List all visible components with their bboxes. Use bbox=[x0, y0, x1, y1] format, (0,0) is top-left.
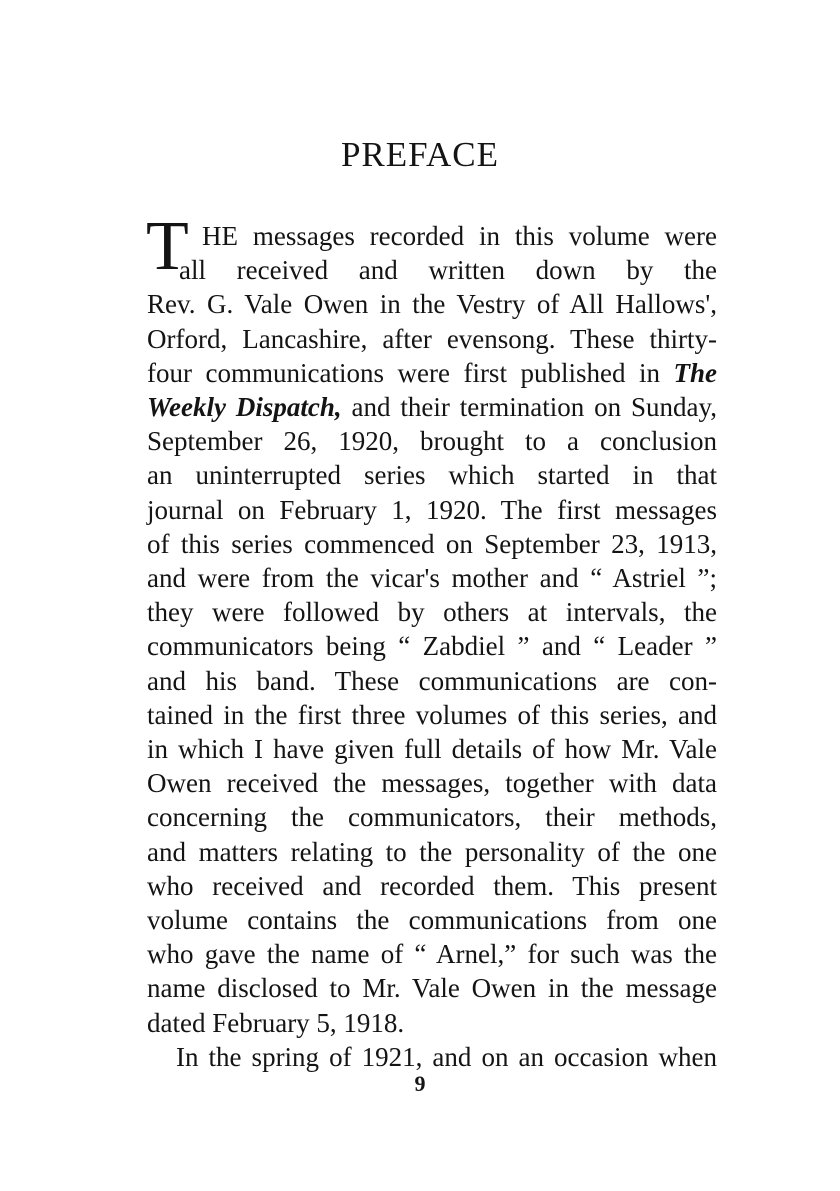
text-line-18: concerning the communicators, their methods, bbox=[147, 802, 717, 832]
text-line-24: dated February 5, 1918. bbox=[147, 1008, 405, 1038]
text-line-11: and were from the vicar's mother and “ Astriel ”; bbox=[147, 563, 717, 593]
text-line-7: September 26, 1920, brought to a conclusion bbox=[147, 426, 717, 456]
text-line-9: journal on February 1, 1920. The first messages bbox=[147, 495, 717, 525]
text-line-1: HE messages recorded in this volume were bbox=[202, 221, 717, 251]
text-line-21: volume contains the communications from one bbox=[147, 905, 717, 935]
text-line-5-italic: The bbox=[673, 358, 717, 388]
text-line-5 bbox=[147, 355, 717, 391]
text-line-16: in which I have given full details of how Mr. Vale bbox=[147, 734, 717, 764]
text-line-8: an uninterrupted series which started in that bbox=[147, 460, 717, 490]
text-line-22: who gave the name of “ Arnel,” for such was the bbox=[147, 939, 717, 969]
text-line-6-italic: Weekly Dispatch, bbox=[147, 392, 342, 422]
text-line-15: tained in the first three volumes of this series, and bbox=[147, 700, 717, 730]
text-line-6-roman: and their termination on Sunday, bbox=[351, 392, 717, 422]
text-line-20: who received and recorded them. This present bbox=[147, 871, 717, 901]
text-line-4: Orford, Lancashire, after evensong. These thirty- bbox=[147, 324, 717, 354]
drop-cap: T bbox=[146, 208, 189, 285]
text-line-6 bbox=[147, 389, 717, 425]
text-line-12: they were followed by others at intervals, the bbox=[147, 597, 717, 627]
text-line-2: all received and written down by the bbox=[179, 255, 717, 285]
page-title: PREFACE bbox=[340, 135, 500, 174]
text-line-23: name disclosed to Mr. Vale Owen in the message bbox=[147, 973, 717, 1003]
text-line-5-roman: four communications were first published in bbox=[147, 358, 660, 388]
text-line-19: and matters relating to the personality of the one bbox=[147, 837, 717, 867]
page-number: 9 bbox=[414, 1071, 426, 1096]
text-line-25: In the spring of 1921, and on an occasion when bbox=[176, 1042, 717, 1072]
text-line-13: communicators being “ Zabdiel ” and “ Leader ” bbox=[147, 631, 717, 661]
text-line-14: and his band. These communications are con- bbox=[147, 666, 717, 696]
text-line-3: Rev. G. Vale Owen in the Vestry of All Hallows', bbox=[147, 289, 717, 319]
text-line-17: Owen received the messages, together with data bbox=[147, 768, 717, 798]
text-line-10: of this series commenced on September 23, 1913, bbox=[147, 529, 717, 559]
